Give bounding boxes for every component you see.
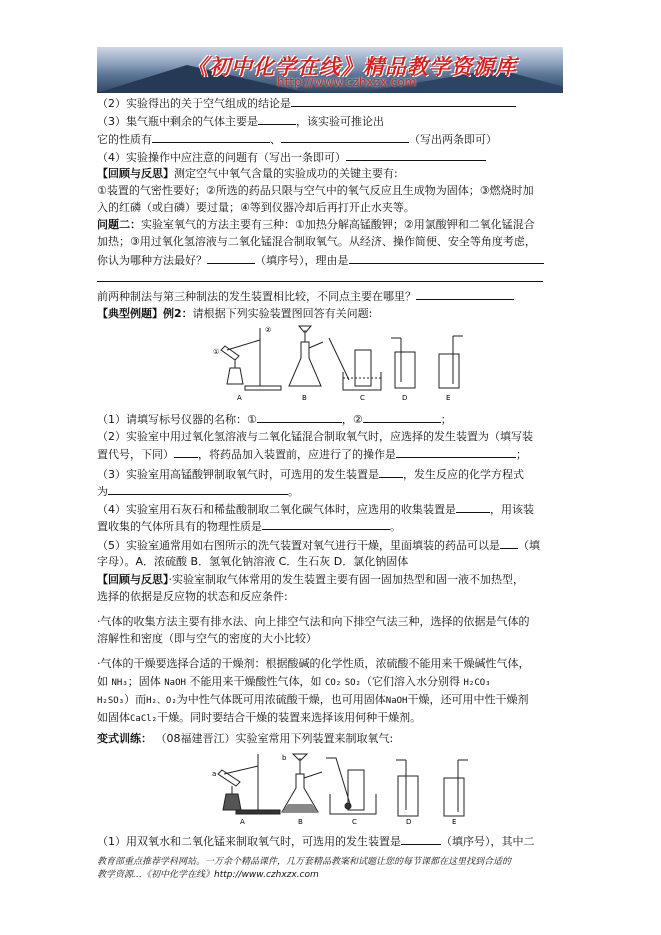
line-review2-2: ·气体的收集方法主要有排水法、向上排空气法和向下排空气法三种，选择的依据是气体的: [97, 615, 530, 628]
line-review-2: 入的红磷（或白磷）要过量；④等到仪器冷却后再打开止水夹等。: [97, 201, 415, 214]
fig2-label-a: A: [240, 818, 245, 826]
answer-blank[interactable]: [346, 149, 486, 161]
answer-blank[interactable]: [500, 537, 518, 549]
footer-line-2: 教学资源…《初中化学在线》http://www.czhxzx.com: [97, 870, 319, 880]
line-blank-full: [97, 270, 543, 286]
answer-blank[interactable]: [349, 252, 544, 264]
answer-blank[interactable]: [97, 270, 543, 282]
line-q4-1: （4）实验室用石灰石和稀盐酸制取二氧化碳气体时，应选用的收集装置是 ，用该装: [97, 503, 534, 516]
line-q3-2: 为 。: [97, 485, 299, 498]
fig1-label-c: C: [360, 394, 365, 402]
answer-blank[interactable]: [396, 446, 516, 458]
line-q2-2: 置代号，下同） ，将药品加入装置前，应进行了的操作是 ；: [97, 448, 527, 461]
line-review-1: ①装置的气密性要好；②所选的药品只限与空气中的氧气反应且生成物为固体；③燃烧时加: [97, 184, 534, 197]
line-review2-3: 溶解性和密度（即与空气的密度的大小比较）: [97, 632, 317, 645]
answer-blank[interactable]: [207, 252, 255, 264]
fig1-marker-2: ②: [265, 326, 272, 334]
line-q3-remaining-gas: （3）集气瓶中剩余的气体主要是 ，该实验可推论出: [97, 115, 384, 128]
line-variant-heading: 变式训练： （08福建晋江）实验室常用下列装置来制取氧气:: [97, 732, 394, 745]
fig2-marker-b: b: [282, 754, 287, 762]
fig1-marker-1: ①: [213, 348, 220, 356]
apparatus-figure-2: [200, 748, 475, 828]
fig2-marker-a: a: [212, 770, 217, 778]
line-example-heading: 【典型例题】例2：请根据下列实验装置图回答有关问题:: [97, 307, 373, 320]
answer-blank[interactable]: [401, 833, 441, 845]
fig1-label-b: B: [302, 394, 307, 402]
line-q5-2: 字母）。A．浓硫酸 B．氢氧化钠溶液 C．生石灰 D．氯化钠固体: [97, 555, 409, 568]
fig1-label-d: D: [402, 394, 408, 402]
line-problem2-2: 加热；③用过氧化氢溶液与二氧化锰混合制取氧气。从经济、操作简便、安全等角度考虑，: [97, 235, 536, 248]
line-review2-7: 如固体CaCl₂干燥。同时要结合干燥的装置来选择该用何种干燥剂。: [97, 711, 422, 724]
line-review2-4: ·气体的干燥要选择合适的干燥剂：根据酸碱的化学性质，浓硫酸不能用来干燥碱性气体，: [97, 657, 530, 670]
line-q1: （1）请填写标号仪器的名称：① ，② ；: [97, 413, 452, 426]
line-comparison: 前两种制法与第三种制法的发生装置相比较，不同点主要在哪里？: [97, 288, 514, 304]
apparatus-figure-1: [205, 320, 475, 405]
answer-blank[interactable]: [363, 411, 441, 423]
line-review2-5: 如 NH₃；固体 NaOH 不能用来干燥酸性气体，如 CO₂ SO₂（它们溶入水分别得 H₂CO₃: [97, 675, 491, 688]
answer-blank[interactable]: [416, 288, 514, 300]
fig2-label-c: C: [352, 818, 357, 826]
line-q2-conclusion: （2）实验得出的关于空气组成的结论是: [97, 95, 516, 111]
footer-line-1: 教育部重点推荐学科网站。一万余个精品课件，几万套精品教案和试题让您的每节课都在这里找到合适的: [97, 857, 512, 867]
line-review2-6: H₂SO₃）而H₂、O₂为中性气体既可用浓硫酸干燥，也可用固体NaOH干燥，还可用中性干燥剂: [97, 693, 529, 706]
line-q5-1: （5）实验室通常用如右图所示的洗气装置对氧气进行干燥，里面填装的药品可以是 （填: [97, 539, 540, 552]
fig1-label-a: A: [237, 394, 242, 402]
line-variant-1: （1）用双氧水和二氧化锰来制取氧气时，可选用的发生装置是 （填序号），其中二: [97, 835, 535, 848]
line-problem2-3: 你认为哪种方法最好？ （填序号），理由是: [97, 252, 544, 268]
line-q4-notes: （4）实验操作中应注意的问题有（写出一条即可）: [97, 149, 486, 165]
line-review2-heading: 【回顾与反思】·实验室制取气体常用的发生装置主要有固一固加热型和固一液不加热型，: [97, 573, 524, 586]
line-q3-properties: 它的性质有 、 （写出两条即可）: [97, 133, 497, 146]
fig2-label-e: E: [452, 818, 457, 826]
answer-blank[interactable]: [152, 131, 270, 143]
line-q2-1: （2）实验室中用过氧化氢溶液与二氧化锰混合制取氧气时，应选择的发生装置为（填写装: [97, 430, 533, 443]
answer-blank[interactable]: [281, 131, 409, 143]
fig1-label-e: E: [446, 394, 451, 402]
banner-url: http://www.czhxzx.com: [277, 75, 417, 89]
answer-blank[interactable]: [291, 95, 516, 107]
line-review-heading: 【回顾与反思】测定空气中氧气含量的实验成功的关键主要有:: [97, 167, 398, 180]
line-review2-1: 选择的依据是反应物的状态和反应条件:: [97, 590, 288, 603]
line-problem2-1: 问题二：实验室氧气的方法主要有三种：①加热分解高锰酸钾；②用氯酸钾和二氧化锰混合: [97, 218, 535, 231]
banner-title: 《初中化学在线》精品教学资源库: [187, 54, 517, 79]
line-q4-2: 置收集的气体所具有的物理性质是 。: [97, 520, 401, 533]
line-q3-1: （3）实验室用高锰酸钾制取氧气时，可选用的发生装置是 ，发生反应的化学方程式: [97, 468, 524, 481]
answer-blank[interactable]: [379, 466, 403, 478]
fig2-label-b: B: [298, 818, 303, 826]
fig2-label-d: D: [406, 818, 412, 826]
header-banner: [97, 47, 563, 93]
answer-blank[interactable]: [262, 518, 390, 530]
answer-blank[interactable]: [108, 483, 288, 495]
answer-blank[interactable]: [174, 446, 198, 458]
answer-blank[interactable]: [456, 501, 490, 513]
answer-blank[interactable]: [257, 411, 342, 423]
answer-blank[interactable]: [258, 113, 296, 125]
